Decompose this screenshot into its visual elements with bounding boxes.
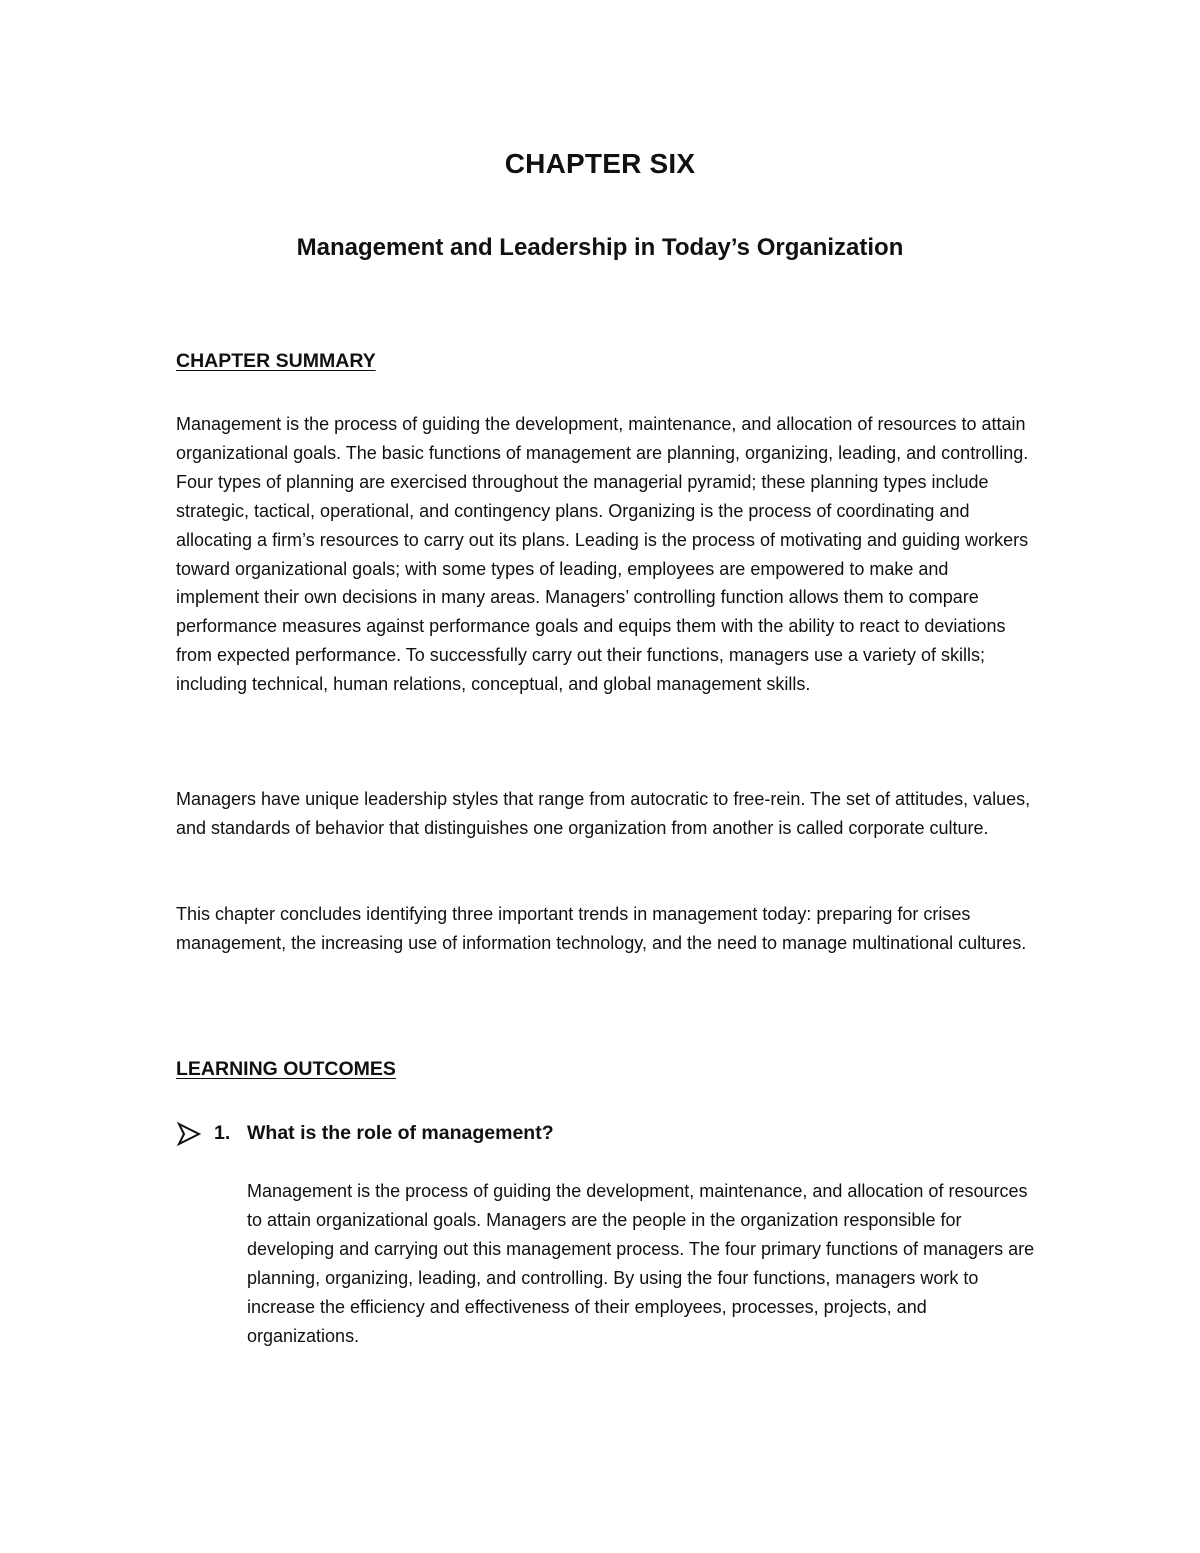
learning-outcome-answer: Management is the process of guiding the development, maintenance, and allocation of resources to attain organizational goals. Managers are the people in the organization responsible for developing and carrying out this management process. The four primary functions of managers are planning, organizing, leading, and controlling. By using the four functions, managers work to increase the efficiency and effectiveness of their employees, processes, projects, and organizations. xyxy=(247,1181,1035,1346)
summary-paragraph-2: Managers have unique leadership styles that range from autocratic to free-rein. The set of attitudes, values, and standards of behavior that distinguishes one organization from another is called corporate culture. xyxy=(176,789,1031,838)
learning-outcome-question: What is the role of management? xyxy=(247,1122,554,1144)
chapter-number: CHAPTER SIX xyxy=(504,148,696,179)
chapter-title: Management and Leadership in Today’s Organization xyxy=(296,234,904,261)
chapter-summary-heading: CHAPTER SUMMARY xyxy=(176,350,376,372)
summary-paragraph-3: This chapter concludes identifying three important trends in management today: preparing for crises management, the increasing use of information technology, and the need to manage multinational cultures. xyxy=(176,904,1027,953)
arrowhead-bullet-icon xyxy=(176,1121,202,1147)
learning-outcome-number: 1. xyxy=(214,1122,231,1144)
summary-paragraph-1: Management is the process of guiding the development, maintenance, and allocation of resources to attain organizational goals. The basic functions of management are planning, organizing, leading, and controlling. Four types of planning are exercised throughout the managerial pyramid; these planning types include strategic, tactical, operational, and contingency plans. Organizing is the process of coordinating and allocating a firm’s resources to carry out its plans. Leading is the process of motivating and guiding workers toward organizational goals; with some types of leading, employees are empowered to make and implement their own decisions in many areas. Managers’ controlling function allows them to compare performance measures against performance goals and equips them with the ability to react to deviations from expected performance. To successfully carry out their functions, managers use a variety of skills; including technical, human relations, conceptual, and global management skills. xyxy=(176,414,1029,695)
learning-outcomes-heading: LEARNING OUTCOMES xyxy=(176,1058,396,1080)
learning-outcome-item xyxy=(176,1118,1036,1150)
